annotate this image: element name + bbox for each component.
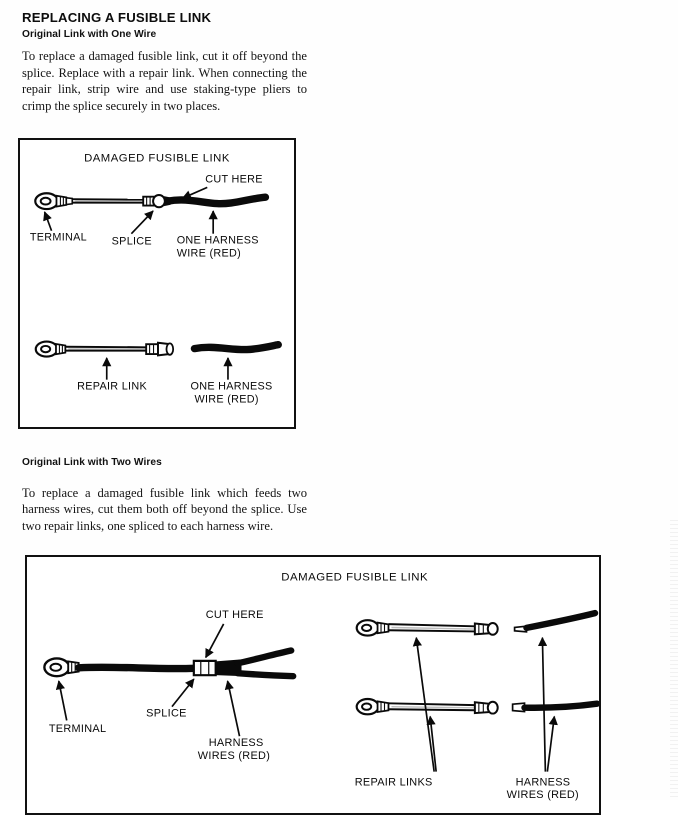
repair-link-body bbox=[65, 347, 146, 351]
page-title: REPLACING A FUSIBLE LINK bbox=[22, 10, 212, 25]
section-one-text bbox=[22, 10, 307, 115]
figure-one-title: DAMAGED FUSIBLE LINK bbox=[84, 152, 230, 165]
section-one-paragraph: To replace a damaged fusible link, cut it off beyond the splice. Replace with a repair link. When connecting the repair link, strip wire and use staking-type pliers to crimp the splice securely in two places. bbox=[22, 48, 307, 114]
section-two-paragraph: To replace a damaged fusible link which feeds two harness wires, cut them both off beyond the splice. Use two repair links, one spliced to each harness wire. bbox=[22, 485, 307, 534]
figure-one-drawing bbox=[20, 140, 294, 427]
harness-wire-left-lower bbox=[238, 673, 294, 676]
label-cut-here-left: CUT HERE bbox=[205, 609, 264, 622]
label-harness2-line2: WIRE (RED) bbox=[194, 393, 259, 406]
leader-harness-left bbox=[228, 681, 240, 736]
leader-splice-left bbox=[172, 679, 194, 707]
label-repair-links: REPAIR LINKS bbox=[354, 776, 433, 789]
section-one-subheading: Original Link with One Wire bbox=[22, 29, 157, 41]
figure-two-drawing bbox=[27, 557, 599, 813]
terminal-ring-bottom bbox=[36, 342, 66, 357]
repair-link-upper bbox=[357, 620, 498, 635]
label-harness-right-line2: WIRES (RED) bbox=[506, 789, 579, 802]
label-harness-left-line2: WIRES (RED) bbox=[197, 749, 271, 762]
label-splice-top: SPLICE bbox=[111, 235, 152, 248]
figure-one-damaged-fusible-link bbox=[18, 138, 296, 429]
figure-two-damaged-fusible-link bbox=[25, 555, 601, 815]
harness-wire-left-upper bbox=[238, 651, 292, 664]
harness-wire-upper-right bbox=[515, 613, 595, 632]
terminal-ring-left bbox=[44, 658, 78, 676]
label-cut-here-top: CUT HERE bbox=[205, 173, 263, 186]
harness-wire-lower-right bbox=[513, 703, 597, 711]
label-harness-right-line1: HARNESS bbox=[515, 776, 571, 789]
section-two-subheading: Original Link with Two Wires bbox=[22, 457, 162, 468]
scan-edge-artifact bbox=[670, 520, 678, 800]
label-harness-line1-top: ONE HARNESS bbox=[176, 234, 259, 247]
harness-wire-top bbox=[168, 197, 266, 204]
terminal-ring-top bbox=[35, 193, 72, 209]
leader-harness-right-lower bbox=[547, 717, 554, 772]
leader-cut-here-left bbox=[206, 624, 224, 657]
leader-terminal-left bbox=[59, 681, 67, 720]
label-harness2-line1: ONE HARNESS bbox=[190, 380, 273, 393]
label-harness-left-line1: HARNESS bbox=[208, 737, 264, 750]
section-two-text bbox=[22, 457, 307, 535]
fusible-link-wire-left bbox=[79, 667, 194, 668]
label-terminal-left: TERMINAL bbox=[48, 723, 107, 736]
fusible-link-body-top bbox=[72, 199, 143, 202]
label-repair-link: REPAIR LINK bbox=[77, 380, 148, 393]
label-splice-left: SPLICE bbox=[146, 707, 187, 720]
harness-wire-bottom bbox=[194, 345, 278, 350]
label-terminal-top: TERMINAL bbox=[29, 231, 87, 244]
splice-connector-left bbox=[194, 661, 216, 675]
label-harness-line2-top: WIRE (RED) bbox=[176, 247, 242, 260]
repair-link-splice-end bbox=[146, 343, 173, 356]
leader-terminal-top bbox=[45, 212, 52, 231]
leader-cut-here-top bbox=[183, 187, 208, 198]
leader-splice-top bbox=[131, 211, 153, 234]
figure-two-title: DAMAGED FUSIBLE LINK bbox=[281, 571, 429, 584]
repair-link-lower bbox=[357, 699, 498, 714]
